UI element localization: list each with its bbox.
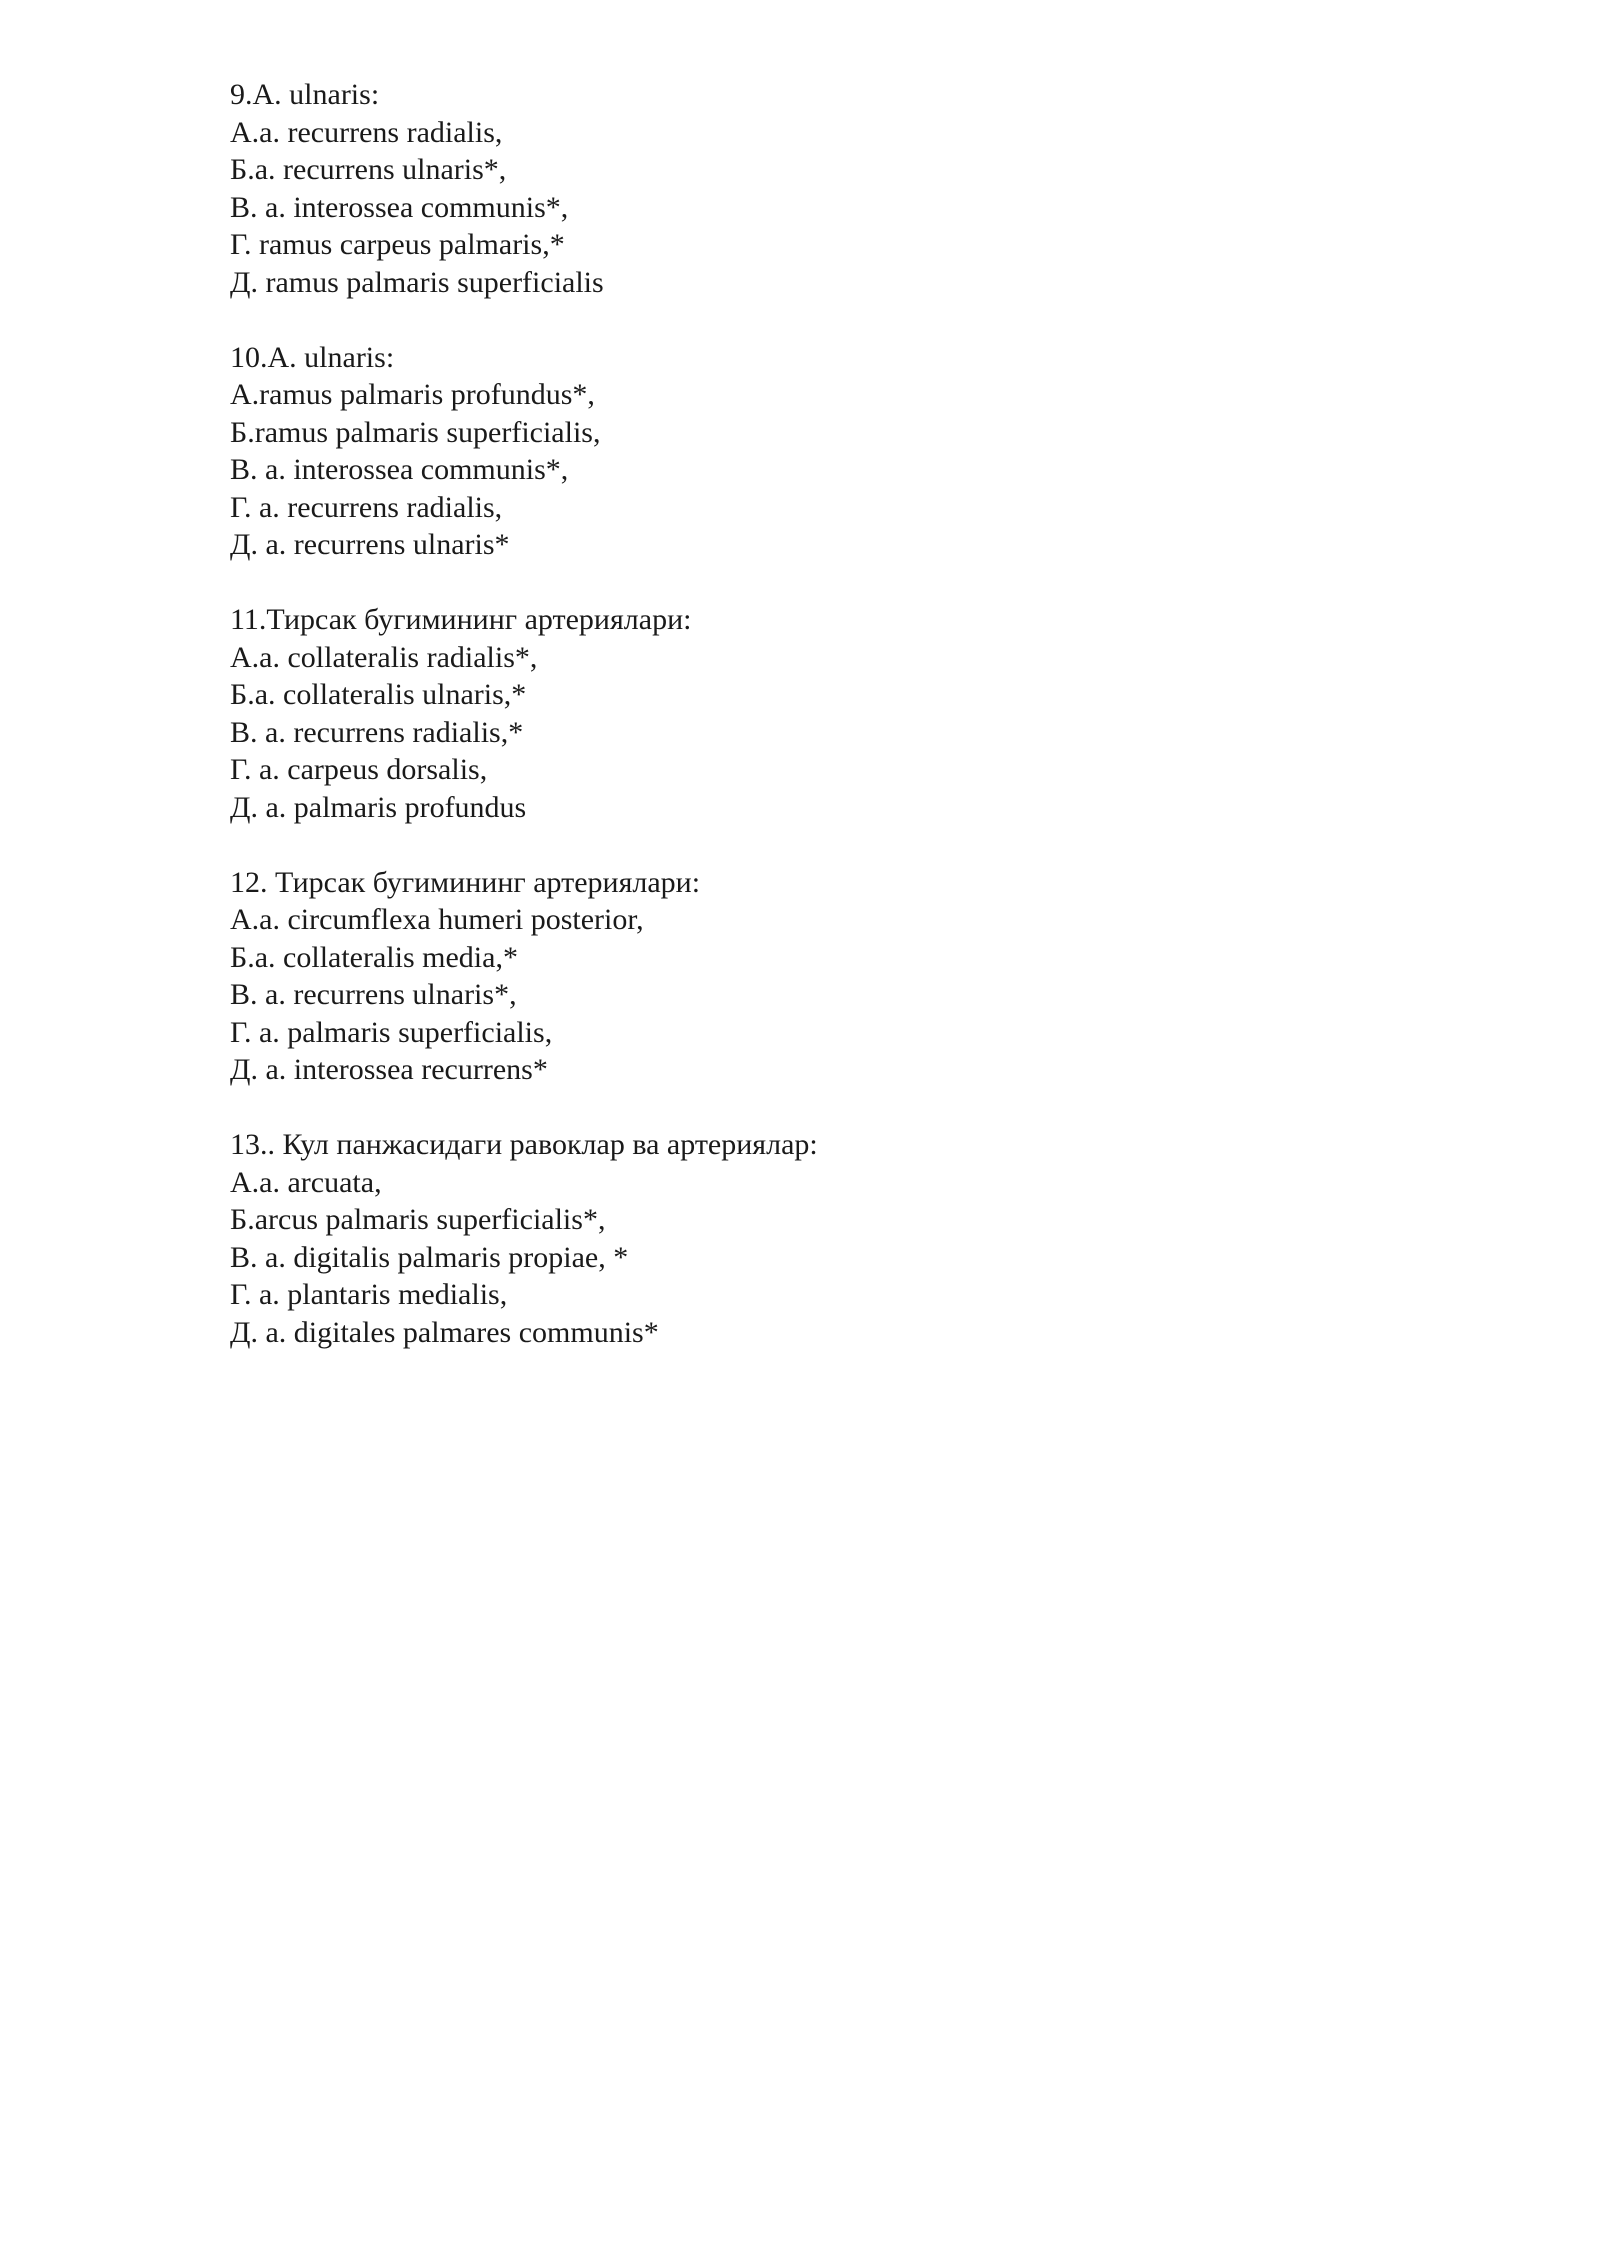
question-11 bbox=[230, 601, 1430, 826]
option-b: Б.a. recurrens ulnaris*, bbox=[230, 153, 507, 186]
option-g: Г. a. recurrens radialis, bbox=[230, 490, 503, 524]
option-g: Г. a. carpeus dorsalis, bbox=[230, 753, 488, 786]
option-a: A.ramus palmaris profundus*, bbox=[230, 378, 595, 411]
question-title: 12. Тирсак бугимининг артериялари: bbox=[230, 865, 701, 899]
option-d: Д. a. recurrens ulnaris* bbox=[230, 528, 510, 561]
option-g: Г. a. palmaris superficialis, bbox=[230, 1015, 553, 1049]
question-list bbox=[230, 76, 1430, 1389]
question-title: 13.. Кул панжасидаги равоклар ва артериялар: bbox=[230, 1128, 818, 1161]
option-b: Б.a. collateralis media,* bbox=[230, 940, 518, 974]
option-a: A.a. circumflexa humeri posterior, bbox=[230, 903, 644, 936]
option-a: A.a. recurrens radialis, bbox=[230, 115, 503, 149]
question-title: 9.A. ulnaris: bbox=[230, 78, 380, 111]
option-v: B. a. recurrens radialis,* bbox=[230, 715, 524, 749]
question-9 bbox=[230, 76, 1430, 301]
option-v: B. a. recurrens ulnaris*, bbox=[230, 978, 517, 1011]
option-b: Б.arcus palmaris superficialis*, bbox=[230, 1203, 606, 1236]
question-13 bbox=[230, 1126, 1430, 1351]
option-d: Д. a. digitales palmares communis* bbox=[230, 1315, 659, 1349]
option-d: Д. a. interossea recurrens* bbox=[230, 1053, 548, 1086]
option-b: Б.a. collateralis ulnaris,* bbox=[230, 678, 527, 711]
option-v: B. a. interossea communis*, bbox=[230, 453, 569, 486]
question-title: 10.A. ulnaris: bbox=[230, 340, 395, 374]
option-g: Г. ramus carpeus palmaris,* bbox=[230, 228, 565, 261]
option-b: Б.ramus palmaris superficialis, bbox=[230, 415, 601, 449]
option-a: A.a. collateralis radialis*, bbox=[230, 640, 538, 674]
option-v: B. a. digitalis palmaris propiae, * bbox=[230, 1240, 629, 1274]
question-12 bbox=[230, 864, 1430, 1089]
option-d: Д. ramus palmaris superficialis bbox=[230, 265, 604, 299]
question-10 bbox=[230, 339, 1430, 564]
option-d: Д. a. palmaris profundus bbox=[230, 790, 527, 824]
option-g: Г. a. plantaris medialis, bbox=[230, 1278, 508, 1311]
option-a: A.a. arcuata, bbox=[230, 1165, 382, 1199]
option-v: B. a. interossea communis*, bbox=[230, 190, 569, 224]
question-title: 11.Тирсак бугимининг артериялари: bbox=[230, 603, 692, 636]
